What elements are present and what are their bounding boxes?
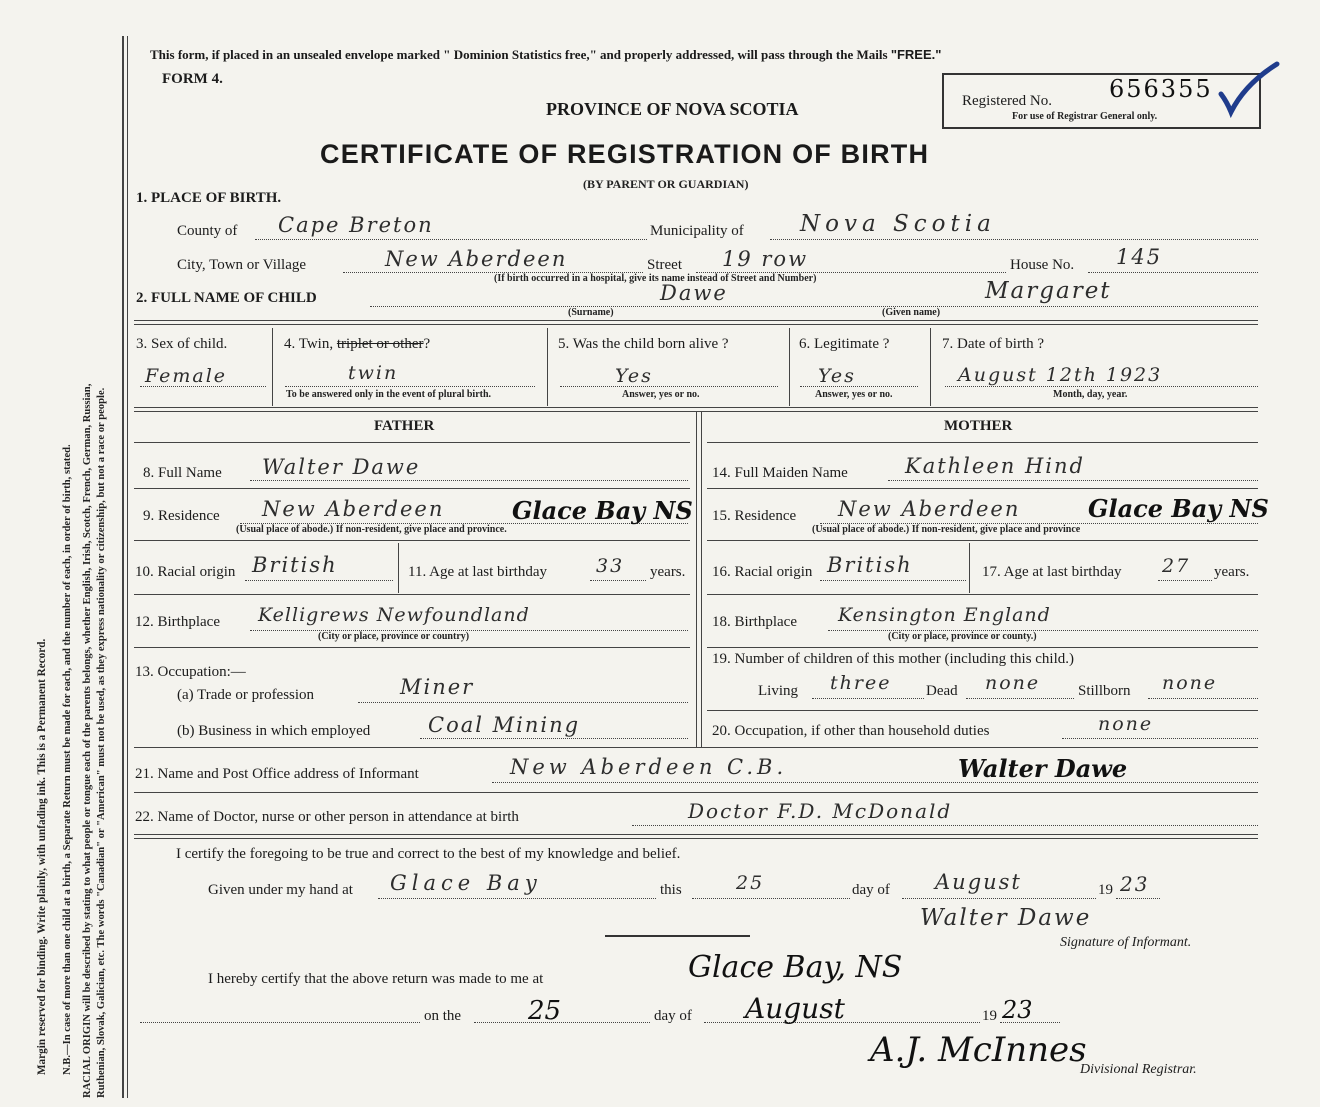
municipality-value: Nova Scotia [800,211,996,237]
registrar-signature: A.J. McInnes [870,1030,1087,1070]
twin-label-struck: triplet or other [336,336,424,352]
given-place-line [378,898,656,899]
trade-label: (a) Trade or profession [177,687,315,703]
father-heading: FATHER [374,418,435,434]
mother-name-value: Kathleen Hind [905,454,1085,478]
stillborn-line [1148,698,1258,699]
dob-label: 7. Date of birth ? [942,336,1045,352]
stillborn-label: Stillborn [1078,683,1131,699]
father-birthplace-caption: (City or place, province or country) [318,631,470,642]
mother-age-value: 27 [1162,555,1191,577]
business-label: (b) Business in which employed [177,723,371,739]
registered-value: 656355 [1109,75,1213,103]
rule-row3 [134,407,1258,408]
signature-line [605,935,750,937]
father-residence-label: 9. Residence [143,508,220,524]
born-alive-label: 5. Was the child born alive ? [558,336,729,352]
street-value: 19 row [722,247,809,271]
child-name-line [370,306,1258,307]
registrar-day-value: 25 [528,996,562,1026]
mother-name-label: 14. Full Maiden Name [712,465,848,481]
registered-number-box [942,73,1261,129]
father-residence-value: New Aberdeen [262,497,445,521]
father-race-value: British [252,553,338,577]
father-race-label: 10. Racial origin [135,564,236,580]
mother-occupation-value: none [1098,713,1154,735]
child-name-label: 2. FULL NAME OF CHILD [136,290,317,306]
registrar-month-value: August [745,992,845,1025]
mother-race-rule [707,594,1258,595]
father-residence-stamp: Glace Bay NS [512,496,693,525]
legitimate-label: 6. Legitimate ? [799,336,890,352]
registrar-day-of-label: day of [654,1008,692,1024]
city-value: New Aberdeen [385,247,568,271]
mother-name-line [888,480,1258,481]
surname-caption: (Surname) [568,307,614,318]
informant-signature: Walter Dawe [920,905,1092,931]
divider-3-4 [272,328,273,406]
parents-divider [696,412,697,747]
informant-name: Walter Dawe [958,754,1128,783]
father-age-line [590,580,646,581]
father-birthplace-value: Kelligrews Newfoundland [258,604,530,626]
father-age-label: 11. Age at last birthday [408,564,547,580]
legitimate-caption: Answer, yes or no. [815,389,893,400]
father-birthplace-label: 12. Birthplace [135,614,220,630]
mother-occupation-line [1062,738,1258,739]
county-value: Cape Breton [278,213,434,237]
dob-value: August 12th 1923 [958,364,1163,386]
binding-margin-rule [122,36,124,1098]
mother-name-rule [707,488,1258,489]
province-heading: PROVINCE OF NOVA SCOTIA [546,99,799,119]
twin-line [285,386,535,387]
dead-value: none [985,672,1041,694]
rule-section2 [134,320,1258,321]
trade-value: Miner [400,675,475,699]
dead-label: Dead [926,683,958,699]
rule-informant [134,792,1258,793]
mother-birthplace-value: Kensington England [838,604,1051,626]
child-given-name: Margaret [985,278,1112,304]
born-alive-line [560,386,778,387]
hospital-note: (If birth occurred in a hospital, give its name instead of Street and Number) [494,273,817,284]
margin-note-2: N.B.—In case of more than one child at a birth, a Separate Return must be made for each, and the number of each, in order of birth, stated. [62,444,73,1075]
mother-age-label: 17. Age at last birthday [982,564,1122,580]
registrar-statement: I hereby certify that the above return was made to me at [208,971,544,987]
registrar-on-the-label: on the [424,1008,462,1024]
divisional-registrar-label: Divisional Registrar. [1080,1062,1197,1077]
mail-notice-text: This form, if placed in an unsealed envelope marked " Dominion Statistics free," and properly addressed, will pass through the Mails [150,47,888,62]
mother-age-line [1158,580,1212,581]
this-label: this [660,882,682,898]
mail-notice [150,47,941,63]
twin-label [284,336,430,353]
divider-5-6 [789,328,790,406]
mother-bp-rule [707,647,1258,648]
mother-heading-rule [707,442,1258,443]
mother-birthplace-label: 18. Birthplace [712,614,797,630]
sex-value: Female [145,365,228,387]
given-place-value: Glace Bay [390,871,542,895]
rule-doctor [134,834,1258,835]
dead-line [966,698,1074,699]
certify-statement: I certify the foregoing to be true and correct to the best of my knowledge and belief. [176,846,681,862]
doctor-name: Doctor F.D. McDonald [688,799,953,823]
margin-note-4: Ruthenian, Slovak, Galician, etc. The words "Canadian" or "American" must not be used, as they express nationality or citizenship, but not a race or people. [96,387,107,1098]
house-value: 145 [1116,245,1163,269]
certify-day-of-label: day of [852,882,890,898]
certify-year-prefix: 19 [1098,882,1113,898]
place-of-birth-heading: 1. PLACE OF BIRTH. [136,190,282,206]
children-count-label: 19. Number of children of this mother (including this child.) [712,651,1075,667]
twin-caption: To be answered only in the event of plural birth. [286,389,492,400]
municipality-label: Municipality of [650,223,744,239]
certify-year-value: 23 [1120,872,1150,896]
registrar-place: Glace Bay, NS [688,950,903,985]
informant-label: 21. Name and Post Office address of Informant [135,766,419,782]
father-race-line [245,580,393,581]
father-name-label: 8. Full Name [143,465,222,481]
father-residence-caption: (Usual place of abode.) If non-resident, give place and province. [236,524,507,535]
given-under-label: Given under my hand at [208,882,353,898]
certify-day-line [692,898,850,899]
mother-years-label: years. [1214,564,1250,580]
stillborn-value: none [1162,672,1218,694]
rule-section2b [134,324,1258,325]
twin-label-a: 4. Twin, [284,336,334,352]
born-alive-caption: Answer, yes or no. [622,389,700,400]
living-label: Living [758,683,798,699]
legitimate-value: Yes [818,365,856,387]
registrar-on-line-left [140,1022,420,1023]
certify-month-line [902,898,1096,899]
certify-month-value: August [935,870,1022,894]
doctor-line [632,825,1258,826]
form-number: FORM 4. [162,71,223,87]
business-value: Coal Mining [428,713,581,737]
house-line [1088,272,1258,273]
doctor-label: 22. Name of Doctor, nurse or other person in attendance at birth [135,809,519,825]
divider-6-7 [930,328,931,406]
mother-race-line [820,580,966,581]
mother-race-value: British [827,553,913,577]
informant-address: New Aberdeen C.B. [510,755,788,779]
registrar-year-value: 23 [1002,996,1033,1024]
divider-4-5 [547,328,548,406]
born-alive-value: Yes [615,365,653,387]
business-line [420,738,688,739]
twin-label-q: ? [423,336,431,352]
father-heading-rule [134,442,690,443]
given-name-caption: (Given name) [882,307,941,318]
certificate-subtitle: (BY PARENT OR GUARDIAN) [583,177,749,191]
signature-informant-label: Signature of Informant. [1060,935,1192,950]
mother-residence-label: 15. Residence [712,508,797,524]
registrar-day-line [474,1022,650,1023]
registered-label: Registered No. [962,93,1052,109]
check-mark-icon [1215,58,1285,118]
certify-day-value: 25 [736,872,765,894]
mother-residence-caption: (Usual place of abode.) If non-resident, give place and province [812,524,1081,535]
mother-occupation-label: 20. Occupation, if other than household duties [712,723,990,739]
trade-line [358,702,688,703]
mother-birthplace-caption: (City or place, province or county.) [888,631,1037,642]
father-res-rule [134,540,690,541]
father-name-rule [134,488,690,489]
mother-children-rule [707,710,1258,711]
father-race-rule [134,594,690,595]
father-years-label: years. [650,564,686,580]
rule-doctor-b [134,838,1258,839]
margin-note-1: Margin reserved for binding. Write plainly, with unfading ink. This is a Permanent Record. [36,638,48,1075]
county-line [255,239,647,240]
mother-res-rule [707,540,1258,541]
mother-heading: MOTHER [944,418,1013,434]
dob-caption: Month, day, year. [1053,389,1128,400]
mother-residence-value: New Aberdeen [838,497,1021,521]
sex-label: 3. Sex of child. [136,336,228,352]
rule-parents-end [134,747,1258,748]
father-age-value: 33 [596,555,625,577]
certificate-title: CERTIFICATE OF REGISTRATION OF BIRTH [320,139,930,169]
parents-divider-2 [701,412,702,747]
mother-residence-stamp: Glace Bay NS [1088,494,1269,523]
municipality-line [770,239,1258,240]
dob-line [945,386,1258,387]
father-race-divider [398,543,399,593]
margin-note-3: RACIAL ORIGIN will be described by stating to what people or tongue each of the parents belongs, whether English, Irish, Scotch, French, German, Russian, [82,383,93,1098]
registrar-year-prefix: 19 [982,1008,997,1024]
registrar-use-note: For use of Registrar General only. [1012,111,1158,122]
mail-free-text: "FREE." [890,47,942,62]
twin-value: twin [348,362,399,384]
county-label: County of [177,223,238,239]
city-label: City, Town or Village [177,257,307,273]
certify-year-line [1116,898,1160,899]
mother-race-label: 16. Racial origin [712,564,813,580]
mother-race-divider [969,543,970,593]
street-label: Street [647,257,682,273]
house-label: House No. [1010,257,1075,273]
father-name-value: Walter Dawe [262,455,421,479]
father-name-line [250,480,688,481]
father-bp-rule [134,647,690,648]
living-value: three [830,672,892,694]
occupation-label: 13. Occupation:— [135,664,246,680]
living-line [812,698,924,699]
child-surname: Dawe [660,281,728,305]
binding-margin-rule-2 [127,36,128,1098]
informant-line [492,782,1258,783]
